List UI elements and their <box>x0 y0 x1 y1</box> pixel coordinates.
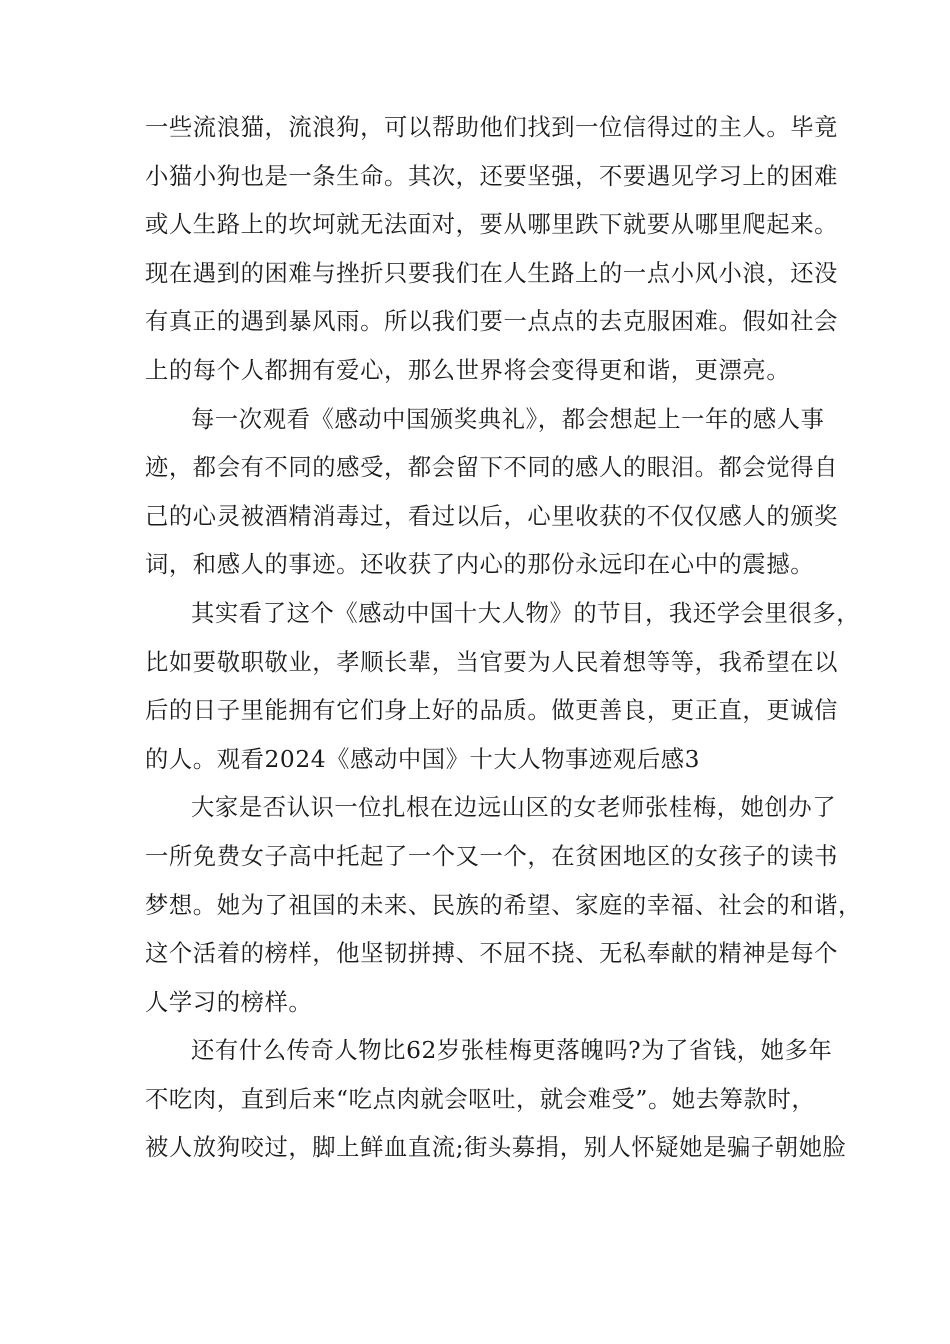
text-line: 迹，都会有不同的感受，都会留下不同的感人的眼泪。都会觉得自 <box>145 454 839 482</box>
text-line: 上的每个人都拥有爱心，那么世界将会变得更和谐，更漂亮。 <box>145 356 791 384</box>
text-line: 己的心灵被酒精消毒过，看过以后，心里收获的不仅仅感人的颁奖 <box>145 502 839 530</box>
text-line: 现在遇到的困难与挫折只要我们在人生路上的一点小风小浪，还没 <box>145 259 839 287</box>
paragraph-1 <box>145 104 839 396</box>
text-line: 不吃肉，直到后来“吃点肉就会呕吐，就会难受”。她去筹款时， <box>145 1085 816 1113</box>
text-line: 词，和感人的事迹。还收获了内心的那份永远印在心中的震撼。 <box>145 551 815 579</box>
text-line: 每一次观看《感动中国颁奖典礼》，都会想起上一年的感人事 <box>191 405 825 433</box>
paragraph-5 <box>145 1027 847 1173</box>
text-line: 的人。观看2024《感动中国》十大人物事迹观后感3 <box>145 745 701 773</box>
text-line: 梦想。她为了祖国的未来、民族的希望、家庭的幸福、社会的和谐， <box>145 891 862 919</box>
text-line: 被人放狗咬过，脚上鲜血直流;街头募捐，别人怀疑她是骗子朝她脸 <box>145 1134 847 1162</box>
document-body <box>145 104 862 1173</box>
text-line: 一所免费女子高中托起了一个又一个，在贫困地区的女孩子的读书 <box>145 842 839 870</box>
paragraph-4 <box>145 784 862 1027</box>
text-line: 其实看了这个《感动中国十大人物》的节目，我还学会里很多， <box>191 599 861 627</box>
text-line: 或人生路上的坎坷就无法面对，要从哪里跌下就要从哪里爬起来。 <box>145 211 839 239</box>
text-line: 还有什么传奇人物比62岁张桂梅更落魄吗?为了省钱，她多年 <box>191 1037 833 1065</box>
text-line: 这个活着的榜样，他坚韧拼搏、不屈不挠、无私奉献的精神是每个 <box>145 940 839 968</box>
text-line: 一些流浪猫，流浪狗，可以帮助他们找到一位信得过的主人。毕竟 <box>145 114 839 141</box>
text-line: 有真正的遇到暴风雨。所以我们要一点点的去克服困难。假如社会 <box>145 308 839 336</box>
text-line: 小猫小狗也是一条生命。其次，还要坚强，不要遇见学习上的困难 <box>145 162 839 190</box>
text-line: 比如要敬职敬业，孝顺长辈，当官要为人民着想等等，我希望在以 <box>145 648 839 676</box>
paragraph-2 <box>145 396 839 590</box>
paragraph-3 <box>145 590 861 784</box>
text-line: 后的日子里能拥有它们身上好的品质。做更善良，更正直，更诚信 <box>145 697 839 725</box>
text-line: 大家是否认识一位扎根在边远山区的女老师张桂梅，她创办了 <box>191 794 837 822</box>
text-line: 人学习的榜样。 <box>145 988 313 1016</box>
